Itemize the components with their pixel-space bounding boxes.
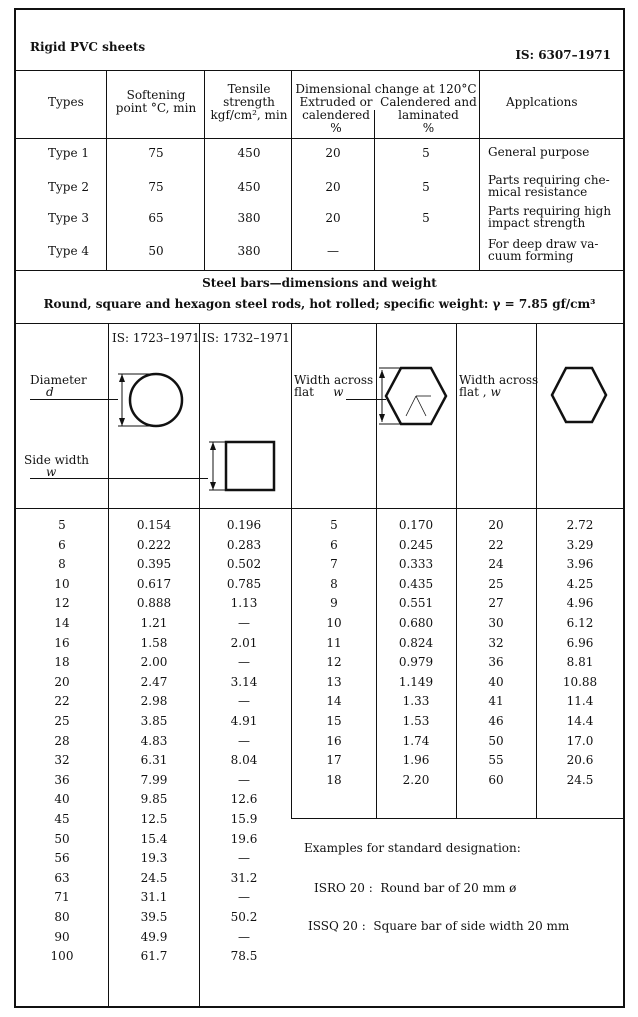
examples-title: Examples for standard designation:: [304, 841, 521, 855]
hex2-weight-cell: 3.96: [566, 557, 594, 571]
hex1-weight-cell: 0.435: [398, 577, 434, 591]
round-weight-cell: 3.85: [140, 714, 168, 728]
pvc-type-cell: Type 4: [48, 244, 90, 258]
hex2-weight-cell: 6.96: [566, 636, 594, 650]
pvc-tensile-cell: 450: [237, 180, 261, 194]
steel-size-cell: 28: [54, 734, 70, 748]
round-weight-cell: 4.83: [140, 734, 168, 748]
round-weight-cell: 0.395: [136, 557, 172, 571]
square-weight-cell: —: [238, 655, 250, 669]
dimchange-header: Dimensional change at 120°C: [295, 82, 477, 96]
steel-size-cell: 45: [54, 812, 70, 826]
steel-size-cell: 5: [58, 518, 66, 532]
round-weight-cell: 2.98: [140, 694, 168, 708]
steel-size-cell: 12: [54, 596, 70, 610]
steel-size-cell: 6: [58, 538, 66, 552]
side-width-leader-line: [30, 478, 208, 479]
round-weight-cell: 2.00: [140, 655, 168, 669]
round-bar-circle-icon: [130, 374, 182, 426]
divider: [291, 323, 292, 818]
flat-label-1: flat w: [294, 385, 344, 399]
hex1-weight-cell: 1.33: [402, 694, 430, 708]
divider: [291, 818, 623, 819]
hexagon-bar-figure-1: [376, 360, 456, 440]
square-weight-cell: 2.01: [230, 636, 258, 650]
hex1-size-cell: 11: [326, 636, 342, 650]
hex2-weight-cell: 11.4: [566, 694, 594, 708]
hex1-weight-cell: 1.74: [402, 734, 430, 748]
pvc-softening-cell: 65: [148, 211, 164, 225]
divider: [456, 323, 457, 818]
hex2-weight-cell: 6.12: [566, 616, 594, 630]
hex1-size-cell: 7: [330, 557, 338, 571]
pvc-application-cell: Parts requiring high: [488, 204, 612, 218]
extruded-header: Extruded or calendered %: [299, 95, 373, 135]
hex2-size-cell: 30: [488, 616, 504, 630]
steel-subtitle: Round, square and hexagon steel rods, hot rolled; specific weight: γ = 7.85 gf/cm³: [43, 297, 596, 311]
square-weight-cell: —: [238, 851, 250, 865]
steel-size-cell: 32: [54, 753, 70, 767]
steel-size-cell: 100: [50, 949, 74, 963]
diameter-leader-line: [30, 399, 118, 400]
steel-size-cell: 71: [54, 890, 70, 904]
hex2-weight-cell: 10.88: [562, 675, 598, 689]
hex1-size-cell: 14: [326, 694, 342, 708]
softening-header: Softening point °C, min: [115, 88, 197, 115]
divider: [479, 70, 480, 271]
steel-size-cell: 20: [54, 675, 70, 689]
flat-label-2: flat , w: [459, 385, 501, 399]
steel-size-cell: 36: [54, 773, 70, 787]
divider: [16, 138, 623, 139]
width-across-label-1: Width across: [294, 373, 374, 387]
example-1: [314, 882, 516, 895]
steel-size-cell: 10: [54, 577, 70, 591]
side-width-label: Side width: [24, 453, 89, 467]
hex1-size-cell: 15: [326, 714, 342, 728]
square-weight-cell: 78.5: [230, 949, 258, 963]
hex2-weight-cell: 17.0: [566, 734, 594, 748]
square-weight-cell: 4.91: [230, 714, 258, 728]
round-weight-cell: 0.222: [136, 538, 172, 552]
round-weight-cell: 12.5: [140, 812, 168, 826]
pvc-application-cell: For deep draw va-: [488, 237, 599, 251]
steel-size-cell: 90: [54, 930, 70, 944]
hex2-size-cell: 60: [488, 773, 504, 787]
pvc-type-cell: Type 2: [48, 180, 90, 194]
pvc-softening-cell: 75: [148, 146, 164, 160]
hex1-weight-cell: 0.333: [398, 557, 434, 571]
hex1-weight-cell: 0.680: [398, 616, 434, 630]
square-weight-cell: —: [238, 734, 250, 748]
pvc-tensile-cell: 380: [237, 244, 261, 258]
square-weight-cell: 0.502: [226, 557, 262, 571]
round-weight-cell: 0.617: [136, 577, 172, 591]
round-weight-cell: 49.9: [140, 930, 168, 944]
hex1-size-cell: 12: [326, 655, 342, 669]
pvc-application-cell: impact strength: [488, 216, 586, 230]
hex1-weight-cell: 1.149: [398, 675, 434, 689]
square-weight-cell: —: [238, 773, 250, 787]
steel-title: Steel bars—dimensions and weight: [202, 276, 437, 290]
hex1-weight-cell: 0.979: [398, 655, 434, 669]
hex2-size-cell: 50: [488, 734, 504, 748]
width-across-label-2: Width across: [459, 373, 539, 387]
applications-header: Applcations: [506, 95, 578, 109]
hex1-size-cell: 5: [330, 518, 338, 532]
pvc-calendered-cell: 5: [422, 211, 430, 225]
hex1-weight-cell: 0.551: [398, 596, 434, 610]
pvc-application-cell: General purpose: [488, 145, 590, 159]
round-weight-cell: 0.888: [136, 596, 172, 610]
hex2-weight-cell: 20.6: [566, 753, 594, 767]
round-bar-figure: [108, 362, 200, 442]
square-bar-figure: [199, 430, 291, 512]
example-2-code: ISSQ 20 :: [308, 919, 366, 933]
square-weight-cell: —: [238, 616, 250, 630]
pvc-type-cell: Type 1: [48, 146, 90, 160]
hex2-weight-cell: 2.72: [566, 518, 594, 532]
steel-size-cell: 50: [54, 832, 70, 846]
pvc-tensile-cell: 380: [237, 211, 261, 225]
round-weight-cell: 6.31: [140, 753, 168, 767]
hex2-weight-cell: 8.81: [566, 655, 594, 669]
divider: [16, 70, 623, 71]
square-weight-cell: 8.04: [230, 753, 258, 767]
square-weight-cell: 12.6: [230, 792, 258, 806]
example-1-text: Round bar of 20 mm ø: [380, 881, 517, 895]
square-weight-cell: —: [238, 694, 250, 708]
steel-size-cell: 56: [54, 851, 70, 865]
hex1-weight-cell: 0.824: [398, 636, 434, 650]
square-bar-icon: [226, 442, 274, 490]
round-weight-cell: 24.5: [140, 871, 168, 885]
hex2-size-cell: 32: [488, 636, 504, 650]
round-weight-cell: 15.4: [140, 832, 168, 846]
round-weight-cell: 7.99: [140, 773, 168, 787]
pvc-application-cell: mical resistance: [488, 185, 588, 199]
divider: [16, 508, 623, 509]
steel-size-cell: 80: [54, 910, 70, 924]
divider: [204, 70, 205, 271]
pvc-softening-cell: 75: [148, 180, 164, 194]
hex2-size-cell: 36: [488, 655, 504, 669]
hex1-size-cell: 9: [330, 596, 338, 610]
hex1-size-cell: 8: [330, 577, 338, 591]
example-1-code: ISRO 20 :: [314, 881, 373, 895]
divider: [106, 70, 107, 271]
hex2-size-cell: 41: [488, 694, 504, 708]
steel-size-cell: 18: [54, 655, 70, 669]
square-weight-cell: 19.6: [230, 832, 258, 846]
square-weight-cell: —: [238, 930, 250, 944]
steel-size-cell: 63: [54, 871, 70, 885]
hex1-weight-cell: 0.245: [398, 538, 434, 552]
hex2-weight-cell: 24.5: [566, 773, 594, 787]
hex1-size-cell: 18: [326, 773, 342, 787]
round-weight-cell: 1.21: [140, 616, 168, 630]
divider: [16, 270, 623, 271]
hex1-size-cell: 16: [326, 734, 342, 748]
square-weight-cell: 3.14: [230, 675, 258, 689]
calendered-header: Calendered and laminated %: [380, 95, 477, 135]
steel-size-cell: 22: [54, 694, 70, 708]
hex1-size-cell: 10: [326, 616, 342, 630]
round-weight-cell: 19.3: [140, 851, 168, 865]
round-weight-cell: 0.154: [136, 518, 172, 532]
steel-size-cell: 8: [58, 557, 66, 571]
pvc-type-cell: Type 3: [48, 211, 90, 225]
hex2-size-cell: 27: [488, 596, 504, 610]
hex2-size-cell: 24: [488, 557, 504, 571]
hex2-size-cell: 40: [488, 675, 504, 689]
hex2-size-cell: 20: [488, 518, 504, 532]
example-2: [308, 920, 569, 933]
pvc-standard: IS: 6307–1971: [515, 48, 611, 62]
pvc-calendered-cell: 5: [422, 180, 430, 194]
square-weight-cell: 0.283: [226, 538, 262, 552]
square-weight-cell: 0.785: [226, 577, 262, 591]
pvc-extruded-cell: 20: [325, 211, 341, 225]
round-weight-cell: 1.58: [140, 636, 168, 650]
round-weight-cell: 31.1: [140, 890, 168, 904]
round-weight-cell: 2.47: [140, 675, 168, 689]
std-round: IS: 1723–1971: [112, 331, 200, 345]
square-weight-cell: —: [238, 890, 250, 904]
round-weight-cell: 9.85: [140, 792, 168, 806]
divider: [291, 70, 292, 271]
hex2-size-cell: 55: [488, 753, 504, 767]
pvc-application-cell: Parts requiring che-: [488, 173, 610, 187]
types-header: Types: [48, 95, 84, 109]
square-weight-cell: 50.2: [230, 910, 258, 924]
pvc-application-cell: cuum forming: [488, 249, 574, 263]
steel-size-cell: 14: [54, 616, 70, 630]
pvc-calendered-cell: 5: [422, 146, 430, 160]
hex2-size-cell: 22: [488, 538, 504, 552]
pvc-softening-cell: 50: [148, 244, 164, 258]
side-width-symbol: w: [46, 465, 57, 479]
steel-size-cell: 40: [54, 792, 70, 806]
square-weight-cell: 0.196: [226, 518, 262, 532]
square-weight-cell: 1.13: [230, 596, 258, 610]
pvc-tensile-cell: 450: [237, 146, 261, 160]
hex1-weight-cell: 2.20: [402, 773, 430, 787]
tensile-header: Tensile strength kgf/cm², min: [210, 82, 288, 122]
pvc-title: Rigid PVC sheets: [30, 40, 146, 54]
hex2-size-cell: 25: [488, 577, 504, 591]
steel-size-cell: 25: [54, 714, 70, 728]
hex1-size-cell: 6: [330, 538, 338, 552]
example-2-text: Square bar of side width 20 mm: [373, 919, 570, 933]
table-page: [14, 8, 625, 1008]
hex2-size-cell: 46: [488, 714, 504, 728]
hex1-weight-cell: 1.53: [402, 714, 430, 728]
hex1-size-cell: 13: [326, 675, 342, 689]
square-weight-cell: 15.9: [230, 812, 258, 826]
hex2-weight-cell: 14.4: [566, 714, 594, 728]
square-weight-cell: 31.2: [230, 871, 258, 885]
hex1-weight-cell: 1.96: [402, 753, 430, 767]
diameter-label: Diameter: [30, 373, 87, 387]
round-weight-cell: 39.5: [140, 910, 168, 924]
divider: [374, 110, 375, 271]
hexagon-icon: [552, 368, 606, 422]
std-square: IS: 1732–1971: [202, 331, 290, 345]
pvc-extruded-cell: 20: [325, 180, 341, 194]
hex2-weight-cell: 4.25: [566, 577, 594, 591]
steel-size-cell: 16: [54, 636, 70, 650]
hex2-weight-cell: 4.96: [566, 596, 594, 610]
pvc-extruded-cell: 20: [325, 146, 341, 160]
hex1-size-cell: 17: [326, 753, 342, 767]
diameter-symbol: d: [46, 385, 54, 399]
pvc-extruded-cell: —: [327, 244, 339, 258]
hex1-weight-cell: 0.170: [398, 518, 434, 532]
round-weight-cell: 61.7: [140, 949, 168, 963]
hexagon-bar-figure-2: [536, 360, 623, 440]
hex2-weight-cell: 3.29: [566, 538, 594, 552]
